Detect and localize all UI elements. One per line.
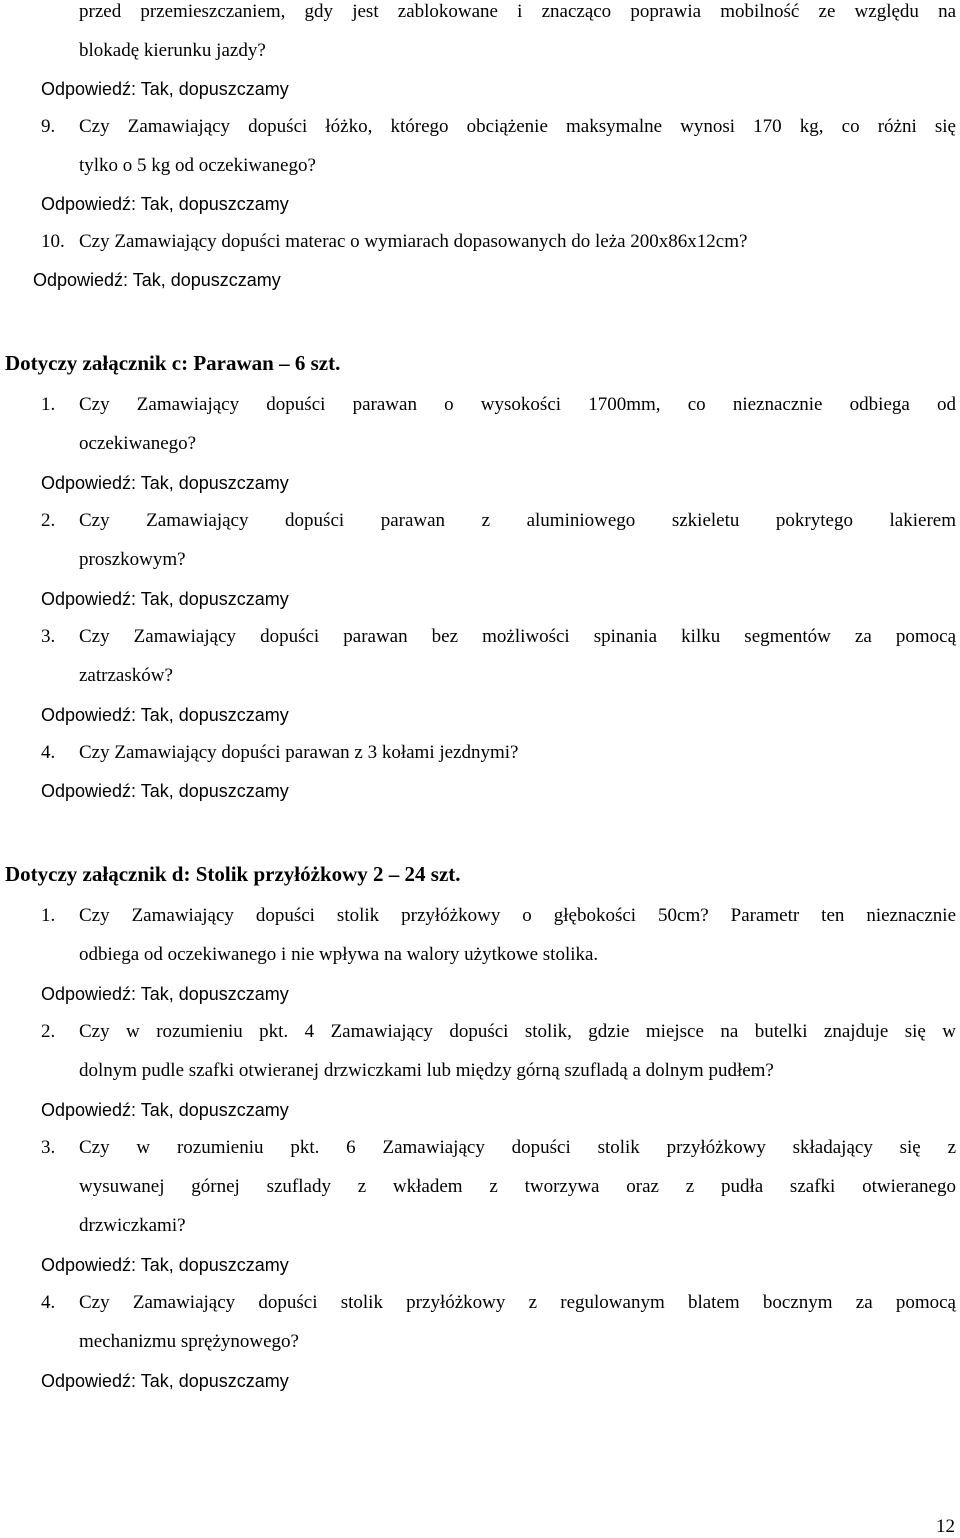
question-10-line-1 [41, 231, 747, 253]
question-text: Czy Zamawiający dopuści parawan z aluminiowego szkieletu pokrytego lakierem [79, 510, 956, 531]
c-answer-3: Odpowiedź: Tak, dopuszczamy [41, 705, 289, 725]
d-answer-4: Odpowiedź: Tak, dopuszczamy [41, 1371, 289, 1391]
question-number: 10. [41, 231, 65, 252]
d-question-1-line-1 [41, 905, 956, 927]
question-number: 3. [41, 626, 56, 647]
c-question-2-line-1 [41, 510, 956, 532]
question-text: Czy Zamawiający dopuści stolik przyłóżkowy z regulowanym blatem bocznym za pomocą [79, 1292, 956, 1313]
c-answer-4: Odpowiedź: Tak, dopuszczamy [41, 781, 289, 801]
question-9-line-1 [41, 116, 956, 138]
d-question-2-line-2: dolnym pudle szafki otwieranej drzwiczkami lub między górną szufladą a dolnym pudłem? [79, 1060, 774, 1081]
question-text: Czy Zamawiający dopuści łóżko, którego obciążenie maksymalne wynosi 170 kg, co różni się [79, 116, 956, 137]
question-number: 3. [41, 1137, 56, 1158]
answer-carry: Odpowiedź: Tak, dopuszczamy [41, 79, 289, 99]
d-question-3-line-1 [41, 1137, 956, 1159]
c-answer-1: Odpowiedź: Tak, dopuszczamy [41, 473, 289, 493]
question-text: Czy Zamawiający dopuści stolik przyłóżkowy o głębokości 50cm? Parametr ten nieznacznie [79, 905, 956, 926]
question-number: 1. [41, 394, 56, 415]
c-question-2-line-2: proszkowym? [79, 549, 186, 570]
c-question-1-line-1 [41, 394, 956, 416]
c-question-3-line-1 [41, 626, 956, 648]
question-number: 1. [41, 905, 56, 926]
d-question-4-line-2: mechanizmu sprężynowego? [79, 1331, 299, 1352]
c-question-1-line-2: oczekiwanego? [79, 433, 197, 454]
question-text: Czy Zamawiający dopuści parawan z 3 kołami jezdnymi? [79, 742, 519, 763]
question-number: 4. [41, 1292, 56, 1313]
section-c-heading: Dotyczy załącznik c: Parawan – 6 szt. [5, 351, 341, 375]
question-text: Czy Zamawiający dopuści parawan o wysokości 1700mm, co nieznacznie odbiega od [79, 394, 956, 415]
section-d-heading: Dotyczy załącznik d: Stolik przyłóżkowy 2 – 24 szt. [5, 862, 461, 886]
question-text: Czy w rozumieniu pkt. 6 Zamawiający dopuści stolik przyłóżkowy składający się z [79, 1137, 956, 1158]
d-question-4-line-1 [41, 1292, 956, 1314]
question-9-line-2: tylko o 5 kg od oczekiwanego? [79, 155, 316, 176]
answer-9: Odpowiedź: Tak, dopuszczamy [41, 194, 289, 214]
c-question-4-line-1 [41, 742, 518, 764]
answer-10: Odpowiedź: Tak, dopuszczamy [33, 270, 281, 290]
d-answer-2: Odpowiedź: Tak, dopuszczamy [41, 1100, 289, 1120]
question-number: 4. [41, 742, 56, 763]
d-answer-3: Odpowiedź: Tak, dopuszczamy [41, 1255, 289, 1275]
question-number: 2. [41, 510, 56, 531]
d-question-1-line-2: odbiega od oczekiwanego i nie wpływa na walory użytkowe stolika. [79, 944, 599, 965]
question-text: Czy w rozumieniu pkt. 4 Zamawiający dopuści stolik, gdzie miejsce na butelki znajduje się w [79, 1021, 956, 1042]
d-question-2-line-1 [41, 1021, 956, 1043]
question-number: 9. [41, 116, 56, 137]
question-text: Czy Zamawiający dopuści materac o wymiarach dopasowanych do leża 200x86x12cm? [79, 231, 748, 252]
page-number: 12 [936, 1516, 955, 1537]
d-answer-1: Odpowiedź: Tak, dopuszczamy [41, 984, 289, 1004]
question-text: Czy Zamawiający dopuści parawan bez możliwości spinania kilku segmentów za pomocą [79, 626, 956, 647]
question-number: 2. [41, 1021, 56, 1042]
c-question-3-line-2: zatrzasków? [79, 665, 173, 686]
carry-text-line-2: blokadę kierunku jazdy? [79, 40, 266, 61]
d-question-3-line-3: drzwiczkami? [79, 1215, 186, 1236]
c-answer-2: Odpowiedź: Tak, dopuszczamy [41, 589, 289, 609]
d-question-3-line-2: wysuwanej górnej szuflady z wkładem z tworzywa oraz z pudła szafki otwieranego [79, 1176, 956, 1197]
carry-text-line-1: przed przemieszczaniem, gdy jest zablokowane i znacząco poprawia mobilność ze względu na [79, 1, 956, 22]
